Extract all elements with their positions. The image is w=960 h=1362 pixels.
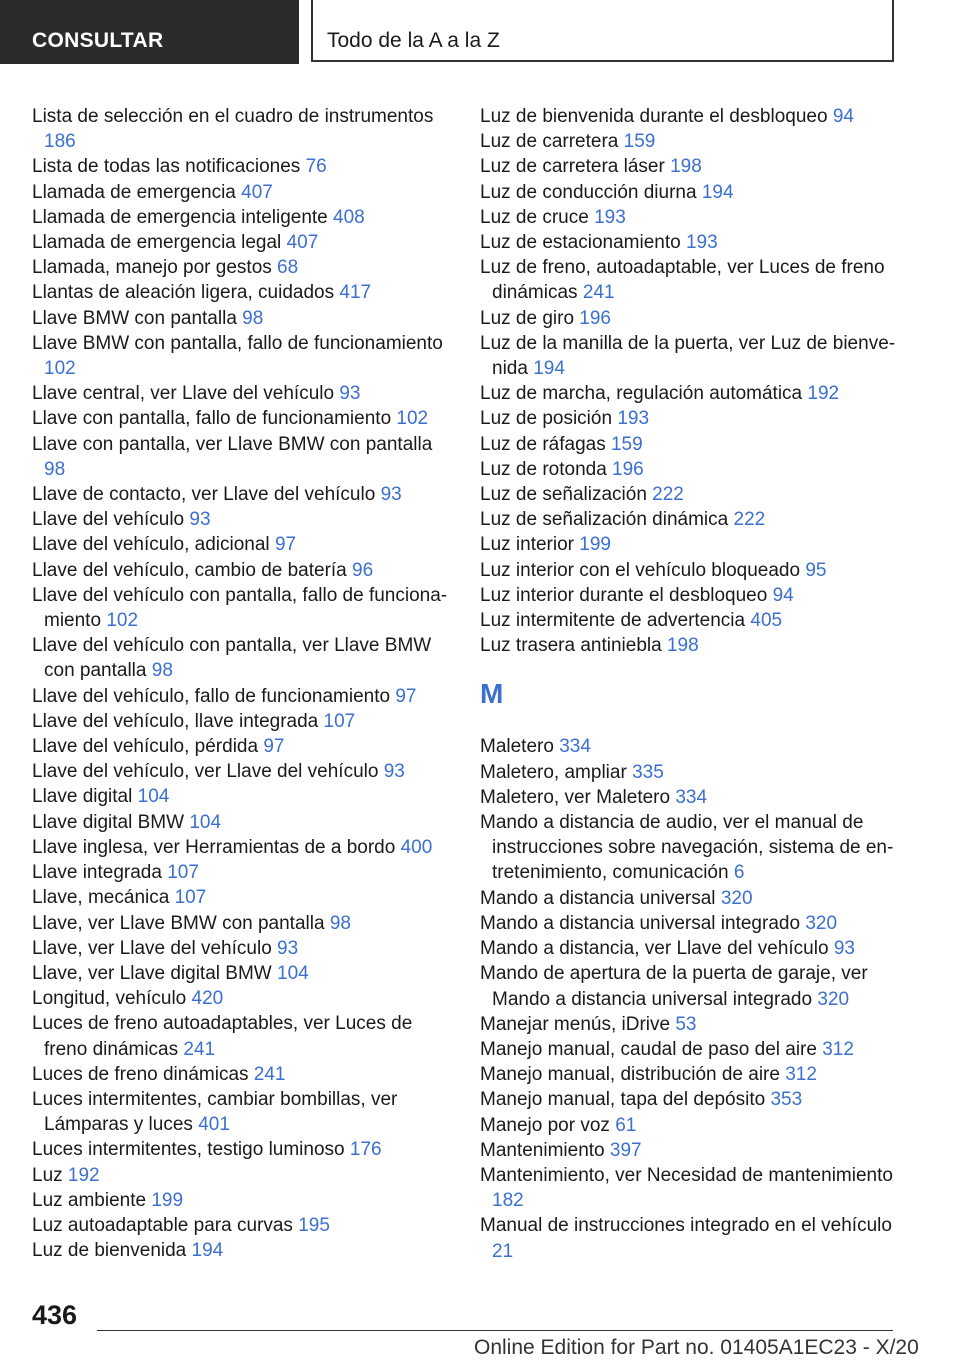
index-term: Llave BMW con pantalla, fallo de funcionamiento [32,332,443,354]
page-reference-link[interactable]: 241 [183,1038,216,1060]
page-reference-link[interactable]: 194 [191,1240,224,1262]
index-term: Llave del vehículo, llave integrada [32,710,319,732]
index-term: Llave con pantalla, fallo de funcionamiento [32,408,392,430]
index-term: Llave del vehículo con pantalla, fallo de funcionamiento [32,584,448,632]
index-term: Luz de rotonda [480,458,607,480]
index-entry [32,432,452,482]
page-reference-link[interactable]: 408 [333,206,365,228]
index-entry [480,1087,900,1112]
page-reference-link[interactable]: 104 [189,811,222,833]
index-term: Llave del vehículo, fallo de funcionamiento [32,685,391,707]
index-entry [480,734,900,759]
index-entry [32,381,452,406]
index-term: Llave del vehículo, pérdida [32,736,259,758]
index-entry [32,684,452,709]
page-reference-link[interactable]: 6 [733,862,745,884]
index-entry [32,1238,452,1263]
index-entry [480,331,900,381]
index-term: Llave central, ver Llave del vehículo [32,383,335,405]
page-reference-link[interactable]: 76 [305,156,327,178]
page-reference-link[interactable]: 241 [253,1063,286,1085]
index-column-left [32,104,452,1263]
page-reference-link[interactable]: 96 [352,559,374,581]
page-reference-link[interactable]: 222 [733,509,766,531]
index-entry [480,1012,900,1037]
index-entry [480,1163,900,1213]
index-term: Llave con pantalla, ver Llave BMW con pantalla [32,433,433,455]
index-entry [32,835,452,860]
index-entry [32,558,452,583]
index-entry [480,886,900,911]
index-term: Llave inglesa, ver Herramientas de a bordo [32,836,396,858]
index-term: Maletero, ver Maletero [480,786,671,808]
index-entry [480,381,900,406]
page-reference-link[interactable]: 102 [44,358,76,380]
index-entry [480,760,900,785]
index-entry [480,1113,900,1138]
index-term: Luz de carretera [480,131,619,153]
page-reference-link[interactable]: 159 [610,433,643,455]
page-reference-link[interactable]: 102 [396,408,429,430]
index-entry [32,1137,452,1162]
page-reference-link[interactable]: 97 [395,685,417,707]
index-term: Llave del vehículo [32,509,185,531]
letter-heading-m: M [480,678,504,710]
page-reference-link[interactable]: 98 [242,307,264,329]
page-reference-link[interactable]: 93 [833,938,855,960]
index-term: Luz trasera antiniebla [480,635,662,657]
index-entry [32,986,452,1011]
index-term: Llave de contacto, ver Llave del vehículo [32,484,376,506]
index-term: Luces intermitentes, cambiar bombillas, ver Lámparas y luces [32,1088,398,1136]
index-entry [32,961,452,986]
index-entry [32,885,452,910]
index-term: Luz de bienvenida durante el desbloqueo [480,106,828,127]
index-term: Llamada de emergencia legal [32,232,282,254]
index-term: Llave, ver Llave BMW con pantalla [32,912,325,934]
index-term: Llave del vehículo, cambio de batería [32,559,347,581]
page-reference-link[interactable]: 98 [151,660,173,682]
page-reference-link[interactable]: 335 [632,761,664,783]
index-term: Maletero, ampliar [480,761,627,783]
page-reference-link[interactable]: 193 [685,232,718,254]
page-reference-link[interactable]: 400 [400,836,433,858]
page-reference-link[interactable]: 97 [274,534,297,556]
index-entry [480,608,900,633]
index-entry [480,583,900,608]
index-term: Mando a distancia de audio, ver el manual de instrucciones sobre navegación, sistema de entretenimiento, comunicación [480,812,894,884]
footer-edition: Online Edition for Part no. 01405A1EC23 - X/20 [474,1336,919,1359]
index-term: Luz de cruce [480,206,589,228]
index-term: Llave digital [32,786,133,808]
page-reference-link[interactable]: 199 [579,534,611,556]
page-reference-link[interactable]: 107 [174,887,207,909]
index-term: Manejar menús, iDrive [480,1013,671,1035]
page-reference-link[interactable]: 159 [623,131,656,153]
page-reference-link[interactable]: 417 [339,282,372,304]
index-term: Llave del vehículo, adicional [32,534,270,556]
index-term: Maletero [480,736,554,758]
index-term: Luz de giro [480,307,575,329]
index-term: Luz de marcha, regulación automática [480,383,803,405]
chapter-header [311,0,894,62]
index-entry [32,1213,452,1238]
index-term: Luz de estacionamiento [480,232,681,254]
index-term: Luz de freno, autoadaptable, ver Luces de freno dinámicas [480,257,885,304]
page-reference-link[interactable]: 194 [701,181,734,203]
index-term: Lista de selección en el cuadro de instrumentos [32,106,434,127]
index-term: Manual de instrucciones integrado en el vehículo [480,1215,892,1237]
index-term: Manejo manual, tapa del depósito [480,1089,766,1111]
index-group-l [480,104,900,658]
index-entry [32,1188,452,1213]
index-entry [480,306,900,331]
index-entry [32,1087,452,1137]
index-entry [480,785,900,810]
index-entry [480,1138,900,1163]
index-entry [32,154,452,179]
index-term: Llamada de emergencia [32,181,236,203]
index-entry [480,633,900,658]
index-term: Luz de señalización [480,484,647,506]
index-term: Mando a distancia, ver Llave del vehículo [480,938,829,960]
index-entry [32,331,452,381]
page-reference-link[interactable]: 407 [241,181,273,203]
index-term: Longitud, vehículo [32,988,187,1010]
index-entry [32,1163,452,1188]
index-term: Llave, ver Llave digital BMW [32,962,272,984]
page-reference-link[interactable]: 94 [772,584,794,606]
page-reference-link[interactable]: 334 [559,736,591,758]
index-entry [480,558,900,583]
index-entry [480,936,900,961]
index-term: Luz de señalización dinámica [480,509,729,531]
index-entry [480,810,900,886]
index-entry [480,1213,900,1263]
page-reference-link[interactable]: 102 [106,610,139,632]
index-term: Luces de freno dinámicas [32,1063,249,1085]
index-entry [480,104,900,129]
index-entry [32,1011,452,1061]
index-entry [32,230,452,255]
index-entry [32,180,452,205]
index-term: Mantenimiento [480,1139,605,1161]
page-reference-link[interactable]: 93 [339,383,361,405]
page-reference-link[interactable]: 176 [349,1139,382,1161]
page-reference-link[interactable]: 241 [582,282,615,304]
page-reference-link[interactable]: 192 [67,1164,100,1186]
page-reference-link[interactable]: 193 [617,408,650,430]
index-entry [32,936,452,961]
page-reference-link[interactable]: 107 [167,862,199,884]
page-reference-link[interactable]: 194 [533,358,565,380]
index-term: Manejo manual, caudal de paso del aire [480,1038,817,1060]
index-term: Luz ambiente [32,1189,147,1211]
page-reference-link[interactable]: 320 [817,988,850,1010]
index-entry [480,230,900,255]
index-term: Luz interior durante el desbloqueo [480,584,768,606]
page-reference-link[interactable]: 193 [594,206,626,228]
page-reference-link[interactable]: 312 [785,1064,817,1086]
index-entry [480,255,900,305]
index-entry [32,507,452,532]
page-number: 436 [32,1300,78,1330]
index-term: Luz de carretera láser [480,156,665,178]
index-term: Llave, mecánica [32,887,170,909]
index-entry [32,810,452,835]
page-reference-link[interactable]: 195 [298,1214,330,1236]
index-entry [480,961,900,1011]
index-term: Luz de bienvenida [32,1240,187,1262]
index-term: Manejo manual, distribución de aire [480,1064,780,1086]
index-entry [32,911,452,936]
page-reference-link[interactable]: 97 [263,736,285,758]
index-term: Llave del vehículo con pantalla, ver Llave BMW con pantalla [32,635,432,682]
page-reference-link[interactable]: 182 [492,1190,524,1212]
page-reference-link[interactable]: 196 [579,307,611,329]
index-term: Luz interior con el vehículo bloqueado [480,559,801,581]
index-term: Luz de conducción diurna [480,181,697,203]
page-reference-link[interactable]: 93 [383,761,405,783]
page-reference-link[interactable]: 199 [151,1189,184,1211]
page-reference-link[interactable]: 98 [329,912,351,934]
section-label: CONSULTAR [32,29,164,52]
page-reference-link[interactable]: 192 [807,383,840,405]
index-term: Luz interior [480,534,574,556]
page-reference-link[interactable]: 53 [675,1013,697,1035]
page-reference-link[interactable]: 94 [832,106,854,127]
page-reference-link[interactable]: 107 [323,710,356,732]
page-reference-link[interactable]: 93 [277,937,299,959]
index-entry [480,532,900,557]
index-term: Luz de ráfagas [480,433,606,455]
index-entry [480,507,900,532]
index-group-m [480,734,900,1263]
index-term: Luz de la manilla de la puerta, ver Luz de bienvenida [480,332,896,380]
index-term: Llamada, manejo por gestos [32,257,272,279]
index-term: Luz de posición [480,408,613,430]
index-entry [480,406,900,431]
index-term: Llave BMW con pantalla [32,307,237,329]
index-entry [32,1062,452,1087]
index-entry [480,1062,900,1087]
index-term: Mantenimiento, ver Necesidad de mantenimiento [480,1164,893,1186]
index-term: Mando de apertura de la puerta de garaje, ver Mando a distancia universal integrado [480,963,868,1010]
index-entry [480,1037,900,1062]
index-entry [32,583,452,633]
index-column-right [480,104,900,1264]
index-term: Manejo por voz [480,1114,610,1136]
page-reference-link[interactable]: 68 [277,257,299,279]
index-term: Llave del vehículo, ver Llave del vehículo [32,761,379,783]
index-entry [32,734,452,759]
index-term: Luz autoadaptable para curvas [32,1214,293,1236]
footer-rule [97,1330,893,1331]
index-entry [32,104,452,154]
page-reference-link[interactable]: 397 [609,1139,642,1161]
index-entry [480,129,900,154]
index-entry [480,911,900,936]
page-reference-link[interactable]: 93 [189,509,211,531]
index-term: Llave, ver Llave del vehículo [32,937,272,959]
page-reference-link[interactable]: 334 [675,786,708,808]
page-reference-link[interactable]: 196 [612,458,644,480]
index-term: Llave integrada [32,862,162,884]
page-reference-link[interactable]: 98 [44,458,66,480]
index-term: Luz [32,1164,63,1186]
index-entry [480,457,900,482]
index-entry [480,432,900,457]
index-entry [32,306,452,331]
index-entry [480,154,900,179]
page-reference-link[interactable]: 93 [380,484,402,506]
index-entry [32,406,452,431]
index-entry [32,205,452,230]
index-term: Luces intermitentes, testigo luminoso [32,1139,345,1161]
page-reference-link[interactable]: 61 [615,1114,637,1136]
index-entry [32,759,452,784]
page-reference-link[interactable]: 405 [750,610,783,632]
page-reference-link[interactable]: 353 [770,1089,803,1111]
page-reference-link[interactable]: 104 [277,962,309,984]
index-term: Luz intermitente de advertencia [480,610,746,632]
index-entry [480,482,900,507]
index-term: Llantas de aleación ligera, cuidados [32,282,335,304]
index-entry [32,280,452,305]
page-reference-link[interactable]: 104 [137,786,170,808]
page-reference-link[interactable]: 95 [805,559,827,581]
page-reference-link[interactable]: 198 [666,635,699,657]
index-term: Luces de freno autoadaptables, ver Luces de freno dinámicas [32,1013,413,1060]
index-term: Lista de todas las notificaciones [32,156,301,178]
index-entry [32,633,452,683]
index-entry [32,482,452,507]
section-tab [0,0,299,64]
page-reference-link[interactable]: 21 [492,1240,514,1262]
page-reference-link[interactable]: 320 [805,912,838,934]
page-reference-link[interactable]: 401 [198,1114,230,1136]
page-reference-link[interactable]: 320 [720,887,753,909]
index-term: Mando a distancia universal integrado [480,912,801,934]
index-term: Llave digital BMW [32,811,185,833]
index-entry [32,860,452,885]
page-reference-link[interactable]: 186 [44,131,76,153]
index-term: Llamada de emergencia inteligente [32,206,328,228]
page-reference-link[interactable]: 407 [286,232,319,254]
index-term: Mando a distancia universal [480,887,716,909]
page-reference-link[interactable]: 312 [822,1038,854,1060]
index-entry [32,532,452,557]
page-reference-link[interactable]: 198 [670,156,702,178]
index-entry [480,180,900,205]
page-reference-link[interactable]: 222 [652,484,684,506]
index-entry [32,784,452,809]
page-reference-link[interactable]: 420 [191,988,224,1010]
chapter-title: Todo de la A a la Z [327,29,500,52]
index-entry [32,709,452,734]
index-entry [480,205,900,230]
index-entry [32,255,452,280]
